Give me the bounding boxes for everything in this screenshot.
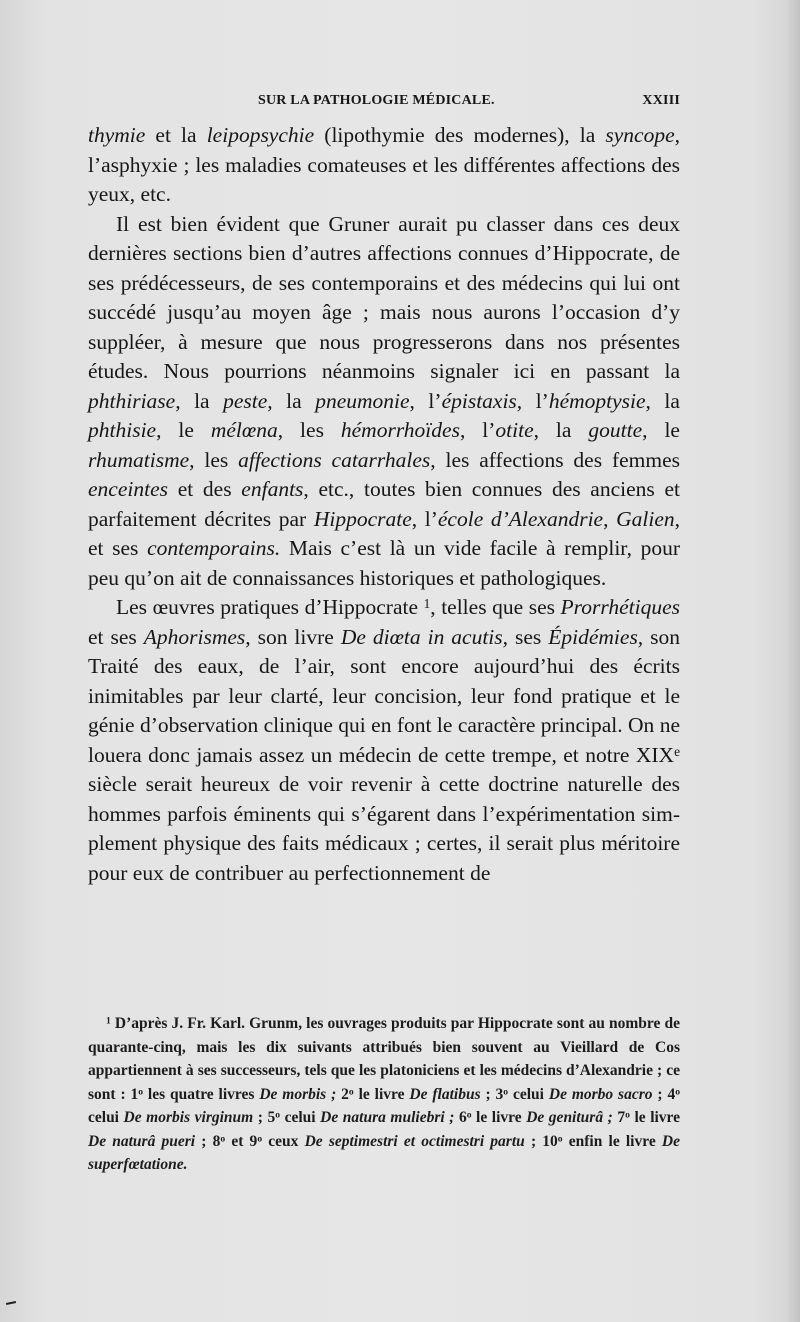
text-run: et la (145, 123, 207, 147)
italic-term: otite (495, 418, 534, 442)
text-run: , les affections des femmes (430, 447, 680, 472)
superscript: 1 (423, 596, 431, 612)
italic-term: hémoptysie, (548, 388, 651, 413)
text-run: Mais c’est là un vide facile à remplir, pour peu qu’on ait de connaissances historiques et pathologiques. (88, 536, 680, 590)
running-head (88, 93, 680, 113)
italic-term: Prorrhétiques (560, 595, 680, 619)
paragraph (88, 121, 680, 210)
text-run: et 9 (225, 1132, 258, 1150)
text-run: le livre (353, 1085, 410, 1103)
italic-term: enceintes (88, 477, 168, 501)
text-run: enfin le livre (562, 1132, 662, 1150)
text-run: la (650, 388, 680, 413)
text-run: , et ses (88, 506, 681, 560)
footnote (88, 1012, 680, 1177)
text-run: ; 5 (253, 1109, 276, 1126)
superscript: e (674, 743, 680, 759)
text-run: , le (156, 418, 211, 442)
italic-term: affections catarrhales (238, 447, 431, 472)
body-text (88, 121, 680, 888)
text-run: celui (280, 1109, 321, 1126)
italic-term: phthisie (88, 418, 157, 442)
text-run: et des (168, 477, 242, 501)
superscript: o (466, 1109, 472, 1121)
italic-term: hémorrhoïdes (340, 418, 460, 442)
italic-term: De flatibus (409, 1085, 481, 1103)
text-run: , les (277, 418, 341, 442)
text-run: , le (642, 418, 680, 442)
page-number: XXIII (642, 93, 680, 108)
italic-term: De superfœtatione. (88, 1132, 680, 1173)
italic-term: thymie (88, 123, 146, 147)
text-run: la (180, 388, 224, 413)
text-run: ; 10 (524, 1132, 558, 1150)
italic-term: goutte (588, 418, 643, 442)
text-run: , l’ (411, 506, 438, 531)
italic-term: De morbo sacro (548, 1085, 653, 1103)
text-run: D’après J. Fr. Karl. Grunm, les ouvrages produits par Hippocrate sont au nombre de quarante-cinq, mais les dix suivants attribués bien souvent au Vieillard de Cos appartiennent à ses successeurs, tels que les platoniciens et les médecins d’Alexandrie ; ce sont : 1 (88, 1015, 680, 1103)
text-run: l’asphyxie ; les maladies comateuses et les différentes affections des yeux, etc. (88, 152, 680, 206)
text-run: 6 (454, 1109, 467, 1126)
text-run: ; 8 (195, 1132, 221, 1150)
text-run: celui (88, 1109, 124, 1126)
text-run: , son livre (245, 624, 341, 649)
italic-term: De natura muliebri ; (320, 1109, 455, 1126)
text-run: , etc., toutes bien connues des anciens et parfaitement décrites par (88, 477, 680, 531)
text-run: ceux (262, 1132, 305, 1150)
text-run: siècle serait heureux de voir revenir à cette doctrine naturelle des hommes parfois éminents qui s’égarent dans l’expérimentation simplement physique des faits médicaux ; certes, il serait plus méritoire pour eux de contribuer au perfectionnement de (88, 772, 680, 885)
italic-term: épistaxis, (441, 388, 523, 413)
paragraph (88, 593, 680, 888)
text-run: son Traité des eaux, de l’air, sont encore aujourd’hui des écrits inimitables par leur clarté, leur concision, leur fond pratique et le génie d’observation clinique qui en font le caractère principal. On ne louera donc jamais assez un médecin de cette trempe, et notre XIX (88, 624, 681, 767)
italic-term: Aphorismes (143, 624, 246, 649)
superscript: o (503, 1086, 509, 1098)
scan-mark (6, 1301, 16, 1305)
superscript: o (348, 1086, 354, 1098)
text-run: ; 4 (652, 1085, 676, 1103)
italic-term: enfants (241, 477, 304, 501)
text-run: , l’ (459, 418, 496, 442)
text-run: Les œuvres pratiques d’Hippocrate (116, 595, 424, 619)
text-run: , la (533, 418, 589, 442)
running-title: SUR LA PATHOLOGIE MÉDICALE. (258, 93, 495, 108)
italic-term: De geniturâ ; (526, 1109, 613, 1126)
text-run: le livre (629, 1109, 681, 1126)
italic-term: mélœna (210, 418, 278, 442)
italic-term: pneumonie (315, 388, 410, 413)
text-run: Il est bien évident que Gruner aurait pu classer dans ces deux dernières sections bien d’autres affections connues d’Hippocrate, de ses prédécesseurs, de ses contemporains et des médecins qui lui ont succédé jusqu’au moyen âge ; mais nous aurons l’occasion d’y suppléer, à mesure que nous progresserons dans nos présentes études. Nous pourrions néanmoins signaler ici en passant la (88, 211, 680, 383)
italic-term: phthiriase, (88, 388, 181, 413)
text-run: , l’ (409, 388, 442, 413)
italic-term: syncope, (605, 123, 680, 147)
italic-term: contemporains. (147, 536, 281, 560)
superscript: o (257, 1133, 263, 1145)
italic-term: Hippocrate (313, 506, 412, 531)
text-run: celui (508, 1085, 549, 1103)
text-run: l’ (522, 388, 549, 413)
superscript: o (675, 1086, 680, 1098)
text-run: ses (508, 624, 549, 649)
text-run: , (603, 506, 617, 531)
italic-term: De septimestri et octimestri partu (304, 1132, 525, 1150)
italic-term: De diœta in acutis, (340, 624, 509, 649)
italic-term: école d’Alexandrie (437, 506, 604, 531)
text-run: 2 (336, 1085, 349, 1103)
text-run: les quatre livres (143, 1085, 260, 1103)
italic-term: De morbis virginum (123, 1109, 254, 1126)
text-run: le livre (471, 1109, 527, 1126)
superscript: o (625, 1109, 630, 1121)
superscript: o (275, 1109, 281, 1121)
italic-term: rhumatisme, (88, 447, 195, 472)
superscript: o (557, 1133, 563, 1145)
italic-term: De morbis ; (259, 1085, 337, 1103)
footnotes (88, 1012, 680, 1177)
text-run: et ses (88, 624, 144, 649)
text-run: , telles que ses (430, 595, 561, 619)
superscript: o (138, 1086, 144, 1098)
italic-term: De naturâ pueri (88, 1132, 196, 1150)
superscript: o (220, 1133, 226, 1145)
text-run: ; 3 (480, 1085, 504, 1103)
text-run: les (194, 447, 239, 472)
text-run: (lipothymie des modernes), la (314, 123, 606, 147)
italic-term: leipopsychie (206, 123, 315, 147)
text-run: 7 (612, 1109, 626, 1126)
italic-term: Épidémies, (548, 624, 644, 649)
italic-term: peste, (223, 388, 273, 413)
paragraph (88, 210, 680, 594)
text-run: la (272, 388, 316, 413)
superscript: 1 (106, 1015, 111, 1027)
italic-term: Galien (616, 506, 675, 531)
